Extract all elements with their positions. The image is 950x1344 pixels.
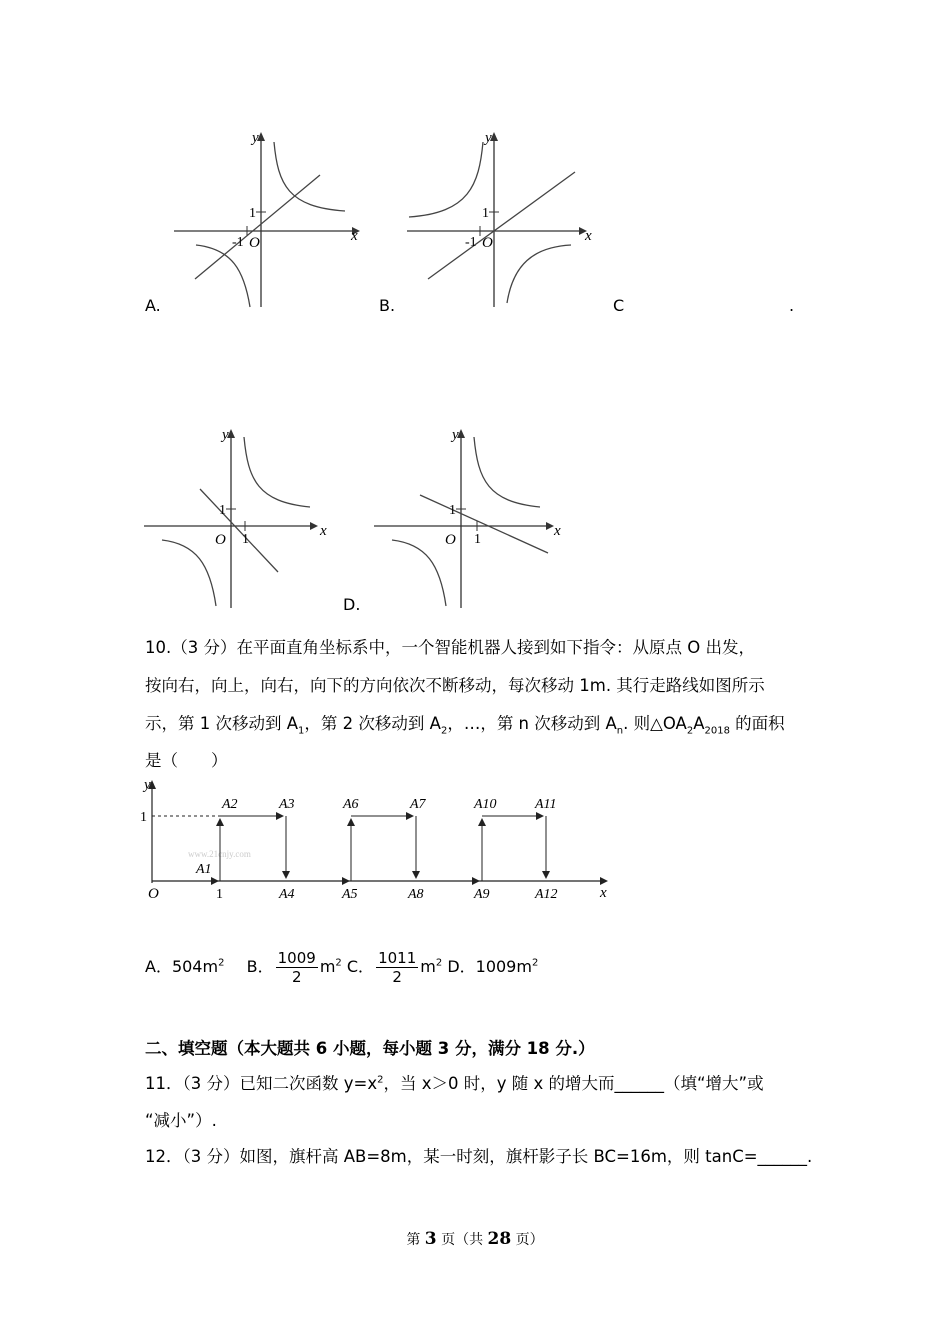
tick-label: -1 bbox=[465, 235, 477, 250]
tick-label: 1 bbox=[482, 206, 489, 221]
graph-option-c bbox=[140, 422, 340, 612]
q10-line-1: 10.（3 分）在平面直角坐标系中，一个智能机器人接到如下指令：从原点 O 出发， bbox=[145, 638, 755, 657]
robot-path-figure bbox=[138, 775, 618, 903]
axis-x-label: x bbox=[554, 523, 561, 539]
point-label-a11: A11 bbox=[535, 797, 557, 812]
q12-line-1: 12．（3 分）如图，旗杆高 AB=8m，某一时刻，旗杆影子长 BC=16m，则 tanC=______. bbox=[145, 1147, 813, 1166]
option-c-label: C bbox=[613, 296, 625, 315]
tick-label: 1 bbox=[249, 206, 256, 221]
q10-options bbox=[145, 944, 538, 987]
q10-option-c: C． $\frac{1011}{2}$ $m^2$ bbox=[346, 949, 443, 987]
graph-option-b bbox=[403, 125, 603, 310]
q11-line-2: “减小”）. bbox=[145, 1111, 217, 1130]
graph-option-a bbox=[170, 125, 370, 310]
tick-label: 1 bbox=[140, 810, 147, 825]
page-footer: 第 3 页（共 28 页） bbox=[406, 1229, 544, 1249]
q11-line-1: 11．（3 分）已知二次函数 $y=x^2$，当 x＞0 时，y 随 x 的增大而______（填“增大”或 bbox=[145, 1074, 764, 1093]
tick-label: 1 bbox=[242, 532, 249, 547]
point-label-a5: A5 bbox=[342, 887, 358, 902]
graph-option-d bbox=[370, 422, 570, 612]
point-label-a6: A6 bbox=[343, 797, 359, 812]
option-b-label: B. bbox=[379, 296, 396, 315]
option-a-label: A. bbox=[145, 296, 161, 315]
axis-y-label: y bbox=[485, 130, 492, 146]
tick-label: 1 bbox=[449, 503, 456, 518]
tick-label: 1 bbox=[216, 887, 223, 902]
tick-label: -1 bbox=[232, 235, 244, 250]
origin-label: O bbox=[249, 235, 260, 251]
q10-line-2: 按向右，向上，向右，向下的方向依次不断移动，每次移动 1m. 其行走路线如图所示 bbox=[145, 676, 765, 695]
axis-x-label: x bbox=[600, 885, 607, 901]
q10-line-4: 是（ ） bbox=[145, 751, 228, 770]
point-label-a12: A12 bbox=[535, 887, 558, 902]
point-label-a1: A1 bbox=[196, 862, 212, 877]
tick-label: 1 bbox=[219, 503, 226, 518]
point-label-a2: A2 bbox=[222, 797, 238, 812]
option-d-label: D. bbox=[343, 595, 361, 614]
axis-y-label: y bbox=[252, 130, 259, 146]
origin-label: O bbox=[445, 532, 456, 548]
tick-label: 1 bbox=[474, 532, 481, 547]
q10-option-d: D．$1009m^2$ bbox=[447, 957, 539, 977]
section-heading: 二、填空题（本大题共 6 小题，每小题 3 分，满分 18 分.） bbox=[145, 1039, 595, 1058]
point-label-a3: A3 bbox=[279, 797, 295, 812]
point-label-a7: A7 bbox=[410, 797, 426, 812]
axis-x-label: x bbox=[351, 228, 358, 244]
q10-option-a: A．$504m^2$ bbox=[145, 957, 225, 977]
watermark: www.21cnjy.com bbox=[188, 849, 251, 859]
option-c-dot: . bbox=[789, 296, 795, 315]
origin-label: O bbox=[215, 532, 226, 548]
axis-y-label: y bbox=[452, 427, 459, 443]
point-label-a9: A9 bbox=[474, 887, 490, 902]
point-label-a10: A10 bbox=[474, 797, 497, 812]
point-label-a4: A4 bbox=[279, 887, 295, 902]
axis-y-label: y bbox=[144, 777, 151, 793]
axis-x-label: x bbox=[585, 228, 592, 244]
origin-label: O bbox=[482, 235, 493, 251]
axis-x-label: x bbox=[320, 523, 327, 539]
q10-option-b: B． $\frac{1009}{2}$ $m^2$ bbox=[246, 949, 342, 987]
axis-y-label: y bbox=[222, 427, 229, 443]
q10-line-3: 示，第 1 次移动到 $A_1$，第 2 次移动到 $A_2$，…，第 n 次移动到 $A_n$. 则$\triangle OA_2A_{2018}$ 的面积 bbox=[145, 714, 785, 737]
origin-label: O bbox=[148, 886, 159, 902]
point-label-a8: A8 bbox=[408, 887, 424, 902]
